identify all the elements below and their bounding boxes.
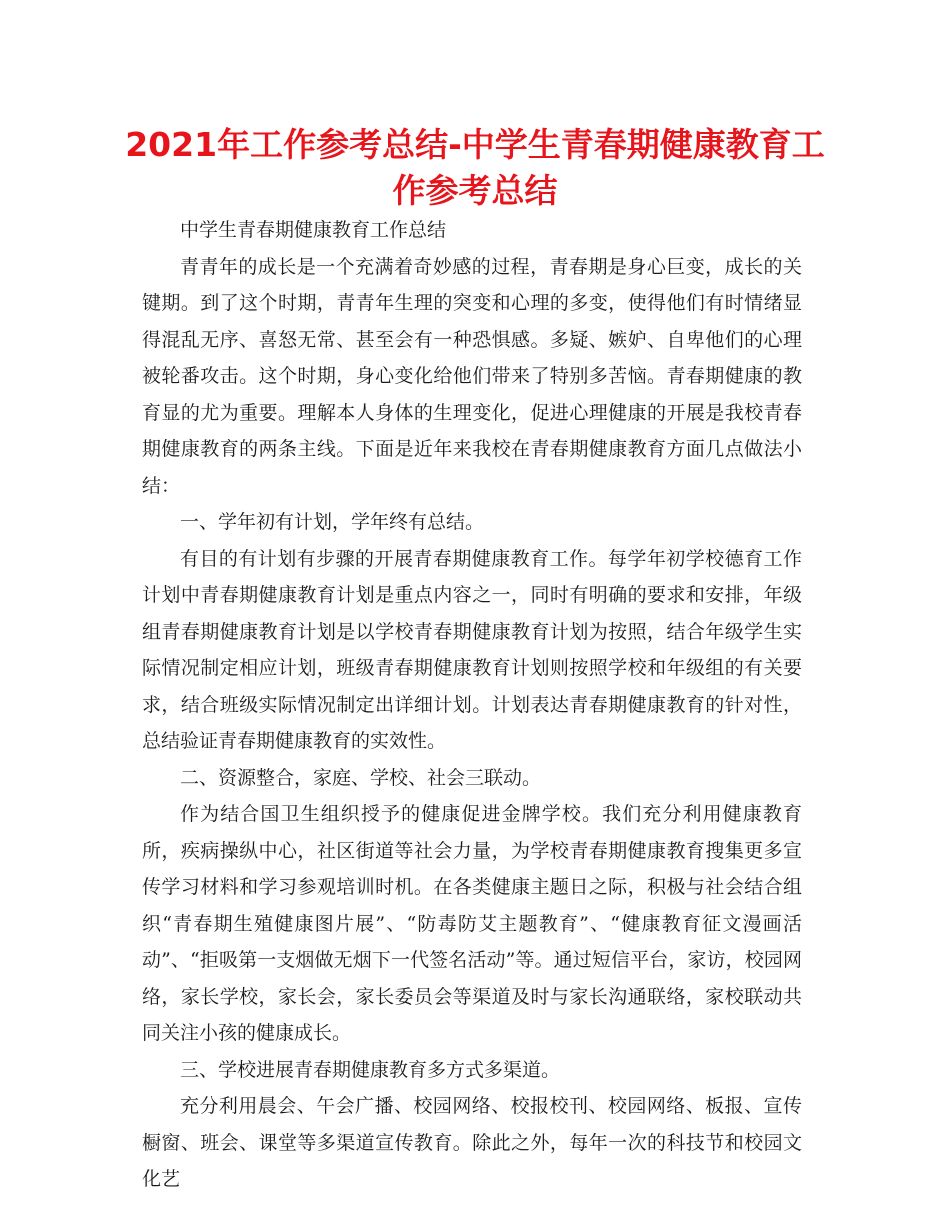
paragraph-section-3: 充分利用晨会、午会广播、校园网络、校报校刊、校园网络、板报、宣传橱窗、班会、课堂等多渠道宣传教育。除此之外，每年一次的科技节和校园文化艺 <box>142 1095 802 1190</box>
document-title: 2021年工作参考总结-中学生青春期健康教育工作参考总结 <box>125 125 825 210</box>
section-heading-3: 三、学校进展青春期健康教育多方式多渠道。 <box>180 1058 561 1081</box>
paragraph-section-1: 有目的有计划有步骤的开展青春期健康教育工作。每学年初学校德育工作计划中青春期健康教育计划是重点内容之一，同时有明确的要求和安排，年级组青春期健康教育计划是以学校青春期健康教育计划为按照，结合年级学生实际情况制定相应计划，班级青春期健康教育计划则按照学校和年级组的有关要求，结合班级实际情况制定出详细计划。计划表达青春期健康教育的针对性，总结验证青春期健康教育的实效性。 <box>142 547 802 752</box>
paragraph-intro: 青青年的成长是一个充满着奇妙感的过程，青春期是身心巨变，成长的关键期。到了这个时期，青青年生理的突变和心理的多变，使得他们有时情绪显得混乱无序、喜怒无常、甚至会有一种恐惧感。多疑、嫉妒、自卑他们的心理被轮番攻击。这个时期，身心变化给他们带来了特别多苦恼。青春期健康的教育显的尤为重要。理解本人身体的生理变化，促进心理健康的开展是我校青春期健康教育的两条主线。下面是近年来我校在青春期健康教育方面几点做法小结： <box>142 255 802 497</box>
document-body <box>142 212 802 1198</box>
paragraph-subtitle: 中学生青春期健康教育工作总结 <box>180 219 447 241</box>
section-heading-1: 一、学年初有计划，学年终有总结。 <box>180 511 485 533</box>
section-heading-2: 二、资源整合，家庭、学校、社会三联动。 <box>180 766 542 789</box>
paragraph-section-2: 作为结合国卫生组织授予的健康促进金牌学校。我们充分利用健康教育所，疾病操纵中心，社区街道等社会力量，为学校青春期健康教育搜集更多宣传学习材料和学习参观培训时机。在各类健康主题日之际，积极与社会结合组织“青春期生殖健康图片展”、“防毒防艾主题教育”、“健康教育征文漫画活动”、“拒吸第一支烟做无烟下一代签名活动”等。通过短信平台，家访，校园网络，家长学校，家长会，家长委员会等渠道及时与家长沟通联络，家校联动共同关注小孩的健康成长。 <box>142 803 802 1044</box>
